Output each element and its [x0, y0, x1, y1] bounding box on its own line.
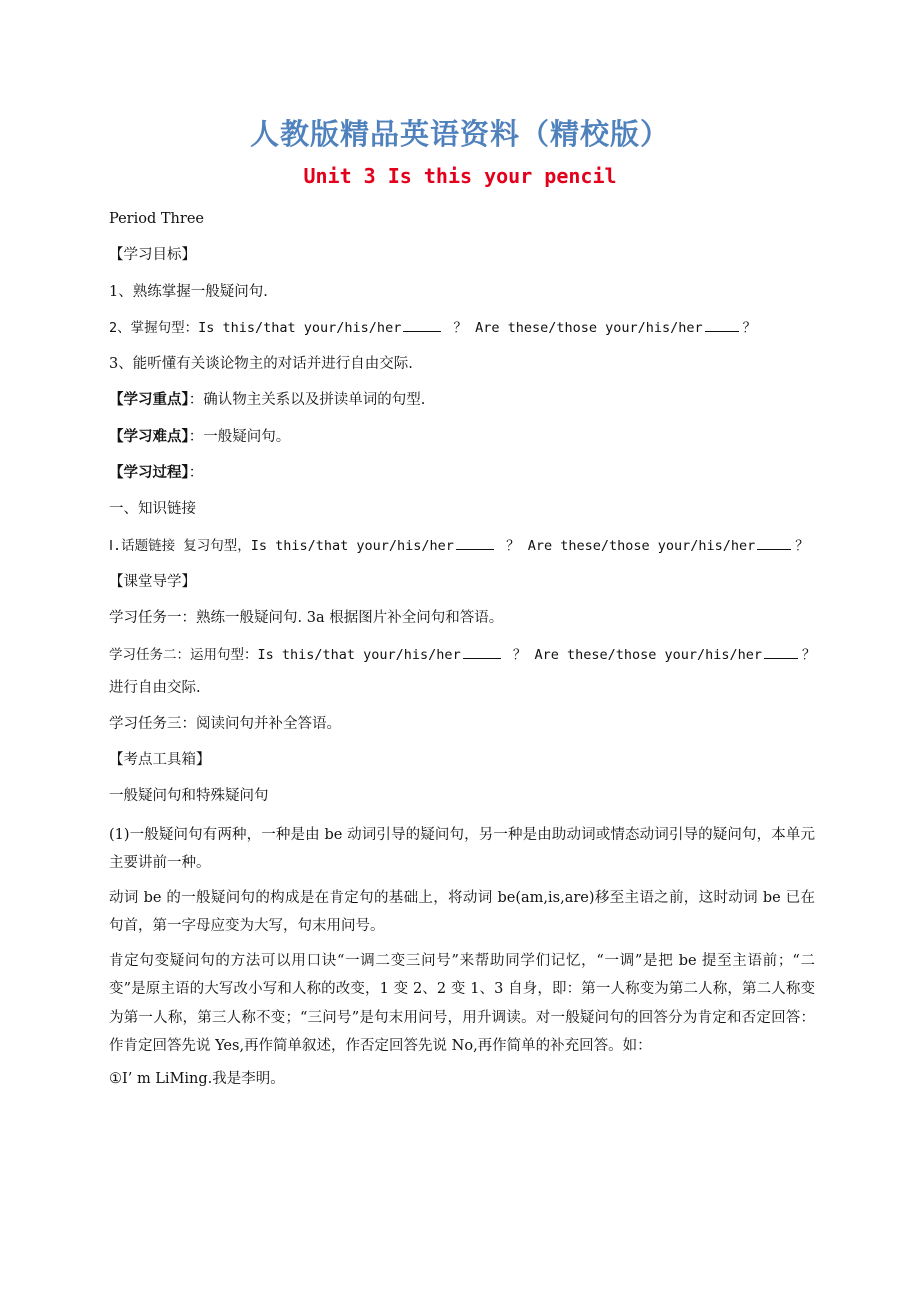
fill-blank	[705, 317, 739, 332]
paragraph-1: (1)一般疑问句有两种，一种是由 be 动词引导的疑问句，另一种是由助动词或情态动词引导的疑问句，本单元主要讲前一种。	[109, 826, 815, 872]
goal-2	[109, 316, 815, 352]
process-label: 【学习过程】	[109, 464, 189, 482]
paragraph-3: 肯定句变疑问句的方法可以用口诀“一调二变三问号”来帮助同学们记忆，“一调”是把 be 提至主语前；“二变”是原主语的大写改小写和人称的改变，1 变 2、2 变 1、3 自身，即：第一人称变为第二人称，第二人称变为第一人称，第三人称不变；“三问号”是句末用问号，用升调读。对一般疑问句的回答分为肯定和否定回答：作肯定回答先说 Yes,再作简单叙述，作否定回答先说 No,再作简单的补充回答。如：	[109, 952, 815, 1055]
key-point	[109, 388, 815, 424]
task-2-continuation: 进行自由交际.	[109, 679, 201, 696]
paragraph-2: 动词 be 的一般疑问句的构成是在肯定句的基础上，将动词 be(am,is,are)移至主语之前，这时动词 be 已在句首，第一字母应变为大写，句末用问号。	[109, 889, 815, 935]
topic-link-text-a: Ⅰ.话题链接 复习句型，Is this/that your/his/her	[109, 537, 454, 554]
section-1-heading: 一、知识链接	[109, 501, 196, 518]
task-2-text-b: ？ Are these/those your/his/her	[504, 646, 763, 663]
difficulty-label: 【学习难点】	[109, 427, 189, 445]
goal-2-text-a: 2、掌握句型：Is this/that your/his/her	[109, 319, 402, 336]
example-1: ①I’ m LiMing.我是李明。	[109, 1070, 285, 1087]
fill-blank	[757, 535, 791, 550]
classroom-guide-header: 【课堂导学】	[109, 573, 196, 590]
fill-blank	[403, 317, 441, 332]
topic-link-text-c: ？	[795, 537, 809, 554]
task-2-text-c: ？	[802, 646, 816, 663]
task-2-text-a: 学习任务二：运用句型：Is this/that your/his/her	[109, 646, 461, 663]
fill-blank	[764, 644, 798, 659]
toolbox-title: 一般疑问句和特殊疑问句	[109, 788, 269, 805]
process-header	[109, 461, 815, 497]
goal-3: 3、能听懂有关谈论物主的对话并进行自由交际.	[109, 356, 413, 373]
fill-blank	[463, 644, 501, 659]
fill-blank	[456, 535, 494, 550]
period-label: Period Three	[109, 211, 204, 227]
difficulty	[109, 425, 815, 461]
goal-1: 1、熟练掌握一般疑问句.	[109, 283, 268, 300]
difficulty-text: ：一般疑问句。	[188, 428, 291, 445]
goals-header: 【学习目标】	[109, 247, 196, 264]
unit-title: Unit 3 Is this your pencil	[303, 164, 617, 188]
task-1: 学习任务一：熟练一般疑问句. 3a 根据图片补全问句和答语。	[109, 610, 504, 627]
process-colon: ：	[188, 465, 204, 482]
goal-2-text-b: ？ Are these/those your/his/her	[445, 319, 703, 336]
goal-2-text-c: ？	[742, 319, 757, 336]
key-point-label: 【学习重点】	[109, 391, 189, 409]
topic-link	[109, 534, 815, 570]
topic-link-text-b: ？ Are these/those your/his/her	[497, 537, 756, 554]
document-body	[109, 207, 815, 1103]
document-title: 人教版精品英语资料（精校版）	[249, 117, 670, 151]
task-2	[109, 643, 815, 676]
toolbox-header: 【考点工具箱】	[109, 752, 211, 769]
key-point-text: ：确认物主关系以及拼读单词的句型.	[188, 392, 426, 409]
task-3: 学习任务三：阅读问句并补全答语。	[109, 715, 341, 732]
